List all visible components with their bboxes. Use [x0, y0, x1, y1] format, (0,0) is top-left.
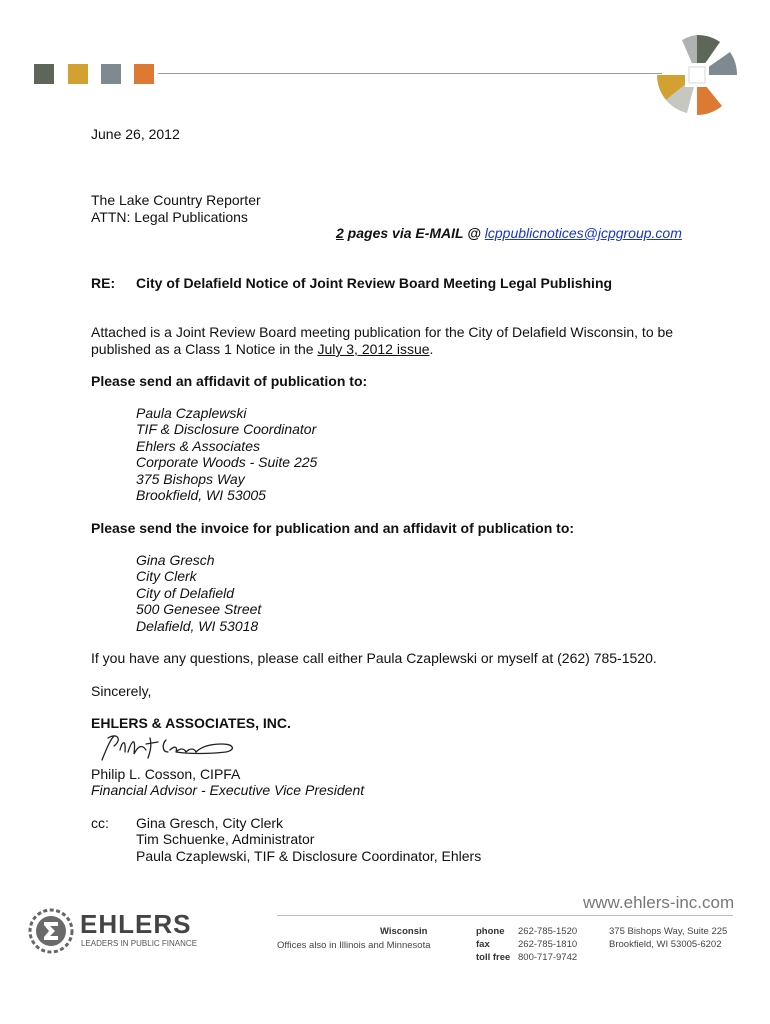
email-link[interactable]: lcppublicnotices@jcpgroup.com — [484, 225, 682, 241]
footer-rule — [277, 915, 733, 916]
website: www.ehlers-inc.com — [583, 893, 735, 912]
re-label: RE: — [91, 275, 116, 291]
address2-line: Delafield, WI 53018 — [136, 618, 259, 634]
cc-item: Gina Gresch, City Clerk — [136, 815, 284, 831]
header-square-4 — [134, 64, 154, 84]
cc-item: Tim Schuenke, Administrator — [136, 831, 315, 847]
address2-line: 500 Genesee Street — [136, 601, 262, 617]
recipient-name: The Lake Country Reporter — [91, 192, 261, 208]
address2-line: City of Delafield — [136, 585, 235, 601]
body-line-2 — [91, 341, 433, 357]
questions-line: If you have any questions, please call either Paula Czaplewski or myself at (262) 785-1520. — [91, 650, 657, 666]
header-square-1 — [34, 64, 54, 84]
signer-title: Financial Advisor - Executive Vice President — [91, 782, 365, 798]
footer-brand: EHLERS — [80, 909, 192, 939]
delivery-text: pages via E-MAIL @ — [343, 225, 485, 241]
cc-item: Paula Czaplewski, TIF & Disclosure Coordinator, Ehlers — [136, 848, 482, 864]
invoice-heading: Please send the invoice for publication and an affidavit of publication to: — [91, 520, 575, 536]
recipient-attn: ATTN: Legal Publications — [91, 209, 248, 225]
header-square-2 — [68, 64, 88, 84]
address1-line: TIF & Disclosure Coordinator — [136, 421, 317, 437]
body-line-2-end: . — [429, 341, 434, 357]
ehlers-sigma-logo — [28, 908, 74, 954]
address2-line: City Clerk — [136, 568, 197, 584]
address1-line: Ehlers & Associates — [136, 438, 260, 454]
page-count: 2 — [336, 225, 344, 241]
signature — [92, 730, 242, 766]
delivery-line — [336, 225, 682, 241]
phone-label: phone — [476, 926, 505, 937]
signer-name: Philip L. Cosson, CIPFA — [91, 766, 241, 782]
fax-number: 262-785-1810 — [518, 939, 578, 950]
header-square-3 — [101, 64, 121, 84]
address1-line: Paula Czaplewski — [136, 405, 247, 421]
closing: Sincerely, — [91, 683, 152, 699]
affidavit-heading: Please send an affidavit of publication to: — [91, 373, 368, 389]
tollfree-number: 800-717-9742 — [518, 952, 578, 963]
tollfree-label: toll free — [476, 952, 511, 963]
issue-date: July 3, 2012 issue — [317, 341, 430, 357]
footer-address-line2: Brookfield, WI 53005-6202 — [609, 939, 722, 950]
re-subject: City of Delafield Notice of Joint Review Board Meeting Legal Publishing — [136, 275, 613, 291]
footer-offices: Offices also in Illinois and Minnesota — [277, 940, 431, 951]
footer-address-line1: 375 Bishops Way, Suite 225 — [609, 926, 728, 937]
address1-line: Corporate Woods - Suite 225 — [136, 454, 318, 470]
body-line-2-start: published as a Class 1 Notice in the — [91, 341, 318, 357]
footer-state: Wisconsin — [380, 926, 428, 937]
letter-date: June 26, 2012 — [91, 126, 180, 142]
address1-line: Brookfield, WI 53005 — [136, 487, 266, 503]
address1-line: 375 Bishops Way — [136, 471, 245, 487]
footer-tagline: LEADERS IN PUBLIC FINANCE — [81, 939, 198, 948]
header-rule — [158, 73, 662, 74]
body-line-1: Attached is a Joint Review Board meeting publication for the City of Delafield Wisconsin, to be — [91, 324, 674, 340]
cc-label: cc: — [91, 815, 109, 831]
phone-number: 262-785-1520 — [518, 926, 578, 937]
address2-line: Gina Gresch — [136, 552, 215, 568]
ehlers-pinwheel-logo — [652, 30, 742, 120]
fax-label: fax — [476, 939, 490, 950]
company-name: EHLERS & ASSOCIATES, INC. — [91, 715, 291, 731]
